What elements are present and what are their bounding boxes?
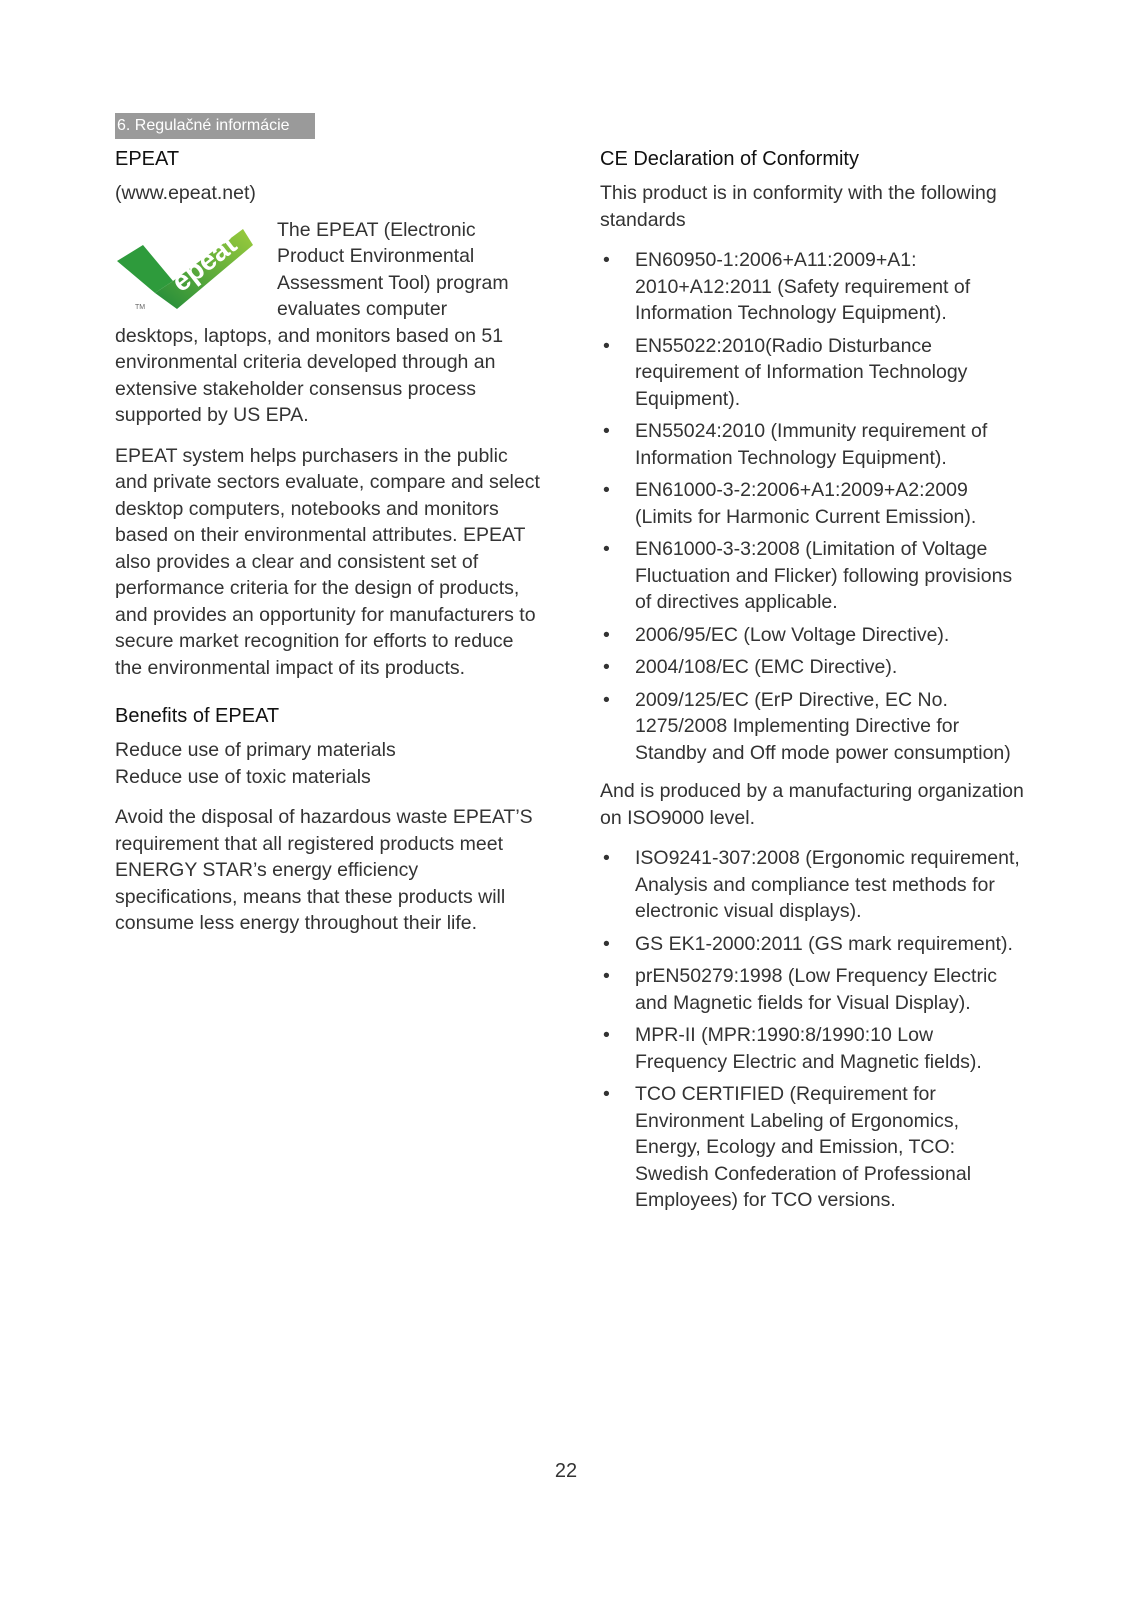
epeat-intro-continued: desktops, laptops, and monitors based on 51 environmental criteria developed through an extensive stakeholder consensus process supported by US EPA. — [115, 324, 504, 426]
list-item-text: EN61000-3-2:2006+A1:2009+A2:2009 (Limits for Harmonic Current Emission). — [635, 479, 977, 528]
bullet-icon: • — [603, 847, 610, 869]
list-item-text: MPR-II (MPR:1990:8/1990:10 Low Frequency Electric and Magnetic fields). — [635, 1024, 982, 1073]
list-item-text: 2004/108/EC (EMC Directive). — [635, 656, 898, 678]
iso-intro: And is produced by a manufacturing organization on ISO9000 level. — [600, 780, 1024, 829]
benefit-item: Reduce use of primary materials — [115, 739, 396, 761]
list-item-text: 2006/95/EC (Low Voltage Directive). — [635, 623, 950, 646]
list-item-text: EN55022:2010(Radio Disturbance requirement of Information Technology Equipment). — [635, 334, 968, 410]
epeat-heading: EPEAT — [115, 148, 180, 170]
bullet-icon: • — [603, 932, 610, 955]
ce-intro: This product is in conformity with the following standards — [600, 182, 997, 231]
list-item — [600, 963, 1030, 1016]
bullet-icon: • — [603, 656, 610, 678]
bullet-icon: • — [603, 420, 610, 442]
list-item — [600, 1081, 1030, 1214]
bullet-icon: • — [603, 623, 610, 646]
bullet-icon: • — [603, 965, 610, 987]
list-item — [600, 477, 1030, 530]
list-item-text: prEN50279:1998 (Low Frequency Electric and Magnetic fields for Visual Display). — [635, 965, 998, 1014]
bullet-icon: • — [603, 479, 610, 501]
iso-standards-list — [600, 845, 1030, 1214]
list-item-text: EN61000-3-3:2008 (Limitation of Voltage Fluctuation and Flicker) following provisions of directives applicable. — [635, 538, 1013, 613]
bullet-icon: • — [603, 1024, 610, 1046]
list-item — [600, 1022, 1030, 1075]
logo-text: epeat — [165, 227, 243, 298]
intro-line: Assessment Tool) program — [277, 271, 509, 294]
list-item — [600, 418, 1030, 471]
intro-line: The EPEAT (Electronic — [277, 218, 476, 241]
list-item — [600, 247, 1030, 327]
bullet-icon: • — [603, 249, 610, 271]
list-item — [600, 622, 1030, 649]
bullet-icon: • — [603, 1083, 610, 1105]
list-item — [600, 845, 1030, 925]
bullet-icon: • — [603, 688, 610, 711]
left-column — [115, 146, 545, 951]
page-number: 22 — [554, 1460, 578, 1482]
list-item-text: 2009/125/EC (ErP Directive, EC No. 1275/2008 Implementing Directive for Standby and Off mode power consumption) — [635, 688, 1011, 764]
ce-heading: CE Declaration of Conformity — [600, 148, 859, 170]
benefit-item: Reduce use of toxic materials — [115, 765, 371, 788]
epeat-system-paragraph: EPEAT system helps purchasers in the public and private sectors evaluate, compare and select desktop computers, notebooks and monitors based on their environmental attributes. EPEAT also provides a clear and consistent set of performance criteria for the design of products, and provides an opportunity for manufacturers to secure market recognition for efforts to reduce the environmental impact of its products. — [115, 444, 540, 679]
bullet-icon: • — [603, 334, 610, 357]
list-item — [600, 931, 1030, 958]
list-item-text: TCO CERTIFIED (Requirement for Environment Labeling of Ergonomics, Energy, Ecology and Emission, TCO: Swedish Confederation of Professional Employees) for TCO versions. — [635, 1083, 972, 1211]
list-item — [600, 654, 1030, 681]
list-item — [600, 333, 1030, 413]
list-item-text: ISO9241-307:2008 (Ergonomic requirement, Analysis and compliance test methods for electronic visual displays). — [635, 847, 1020, 922]
list-item-text: EN55024:2010 (Immunity requirement of Information Technology Equipment). — [635, 420, 988, 469]
list-item-text: EN60950-1:2006+A11:2009+A1: 2010+A12:2011 (Safety requirement of Information Technology Equipment). — [635, 249, 971, 324]
right-column — [600, 146, 1030, 1226]
list-item — [600, 536, 1030, 616]
epeat-intro-block — [115, 217, 545, 329]
bullet-icon: • — [603, 538, 610, 560]
hazardous-waste-paragraph: Avoid the disposal of hazardous waste EPEAT’S requirement that all registered products meet ENERGY STAR’s energy efficiency specifications, means that these products will consume less energy throughout their life. — [115, 806, 533, 934]
benefits-heading: Benefits of EPEAT — [115, 705, 280, 727]
epeat-url: (www.epeat.net) — [115, 182, 256, 204]
standards-list — [600, 247, 1030, 766]
epeat-intro-text — [277, 217, 537, 323]
intro-line: evaluates computer — [277, 298, 448, 320]
epeat-logo — [115, 223, 255, 313]
section-tab: 6. Regulačné informácie — [115, 113, 315, 139]
list-item — [600, 687, 1030, 767]
intro-line: Product Environmental — [277, 245, 475, 267]
list-item-text: GS EK1-2000:2011 (GS mark requirement). — [635, 932, 1013, 955]
logo-tm: TM — [135, 303, 146, 311]
